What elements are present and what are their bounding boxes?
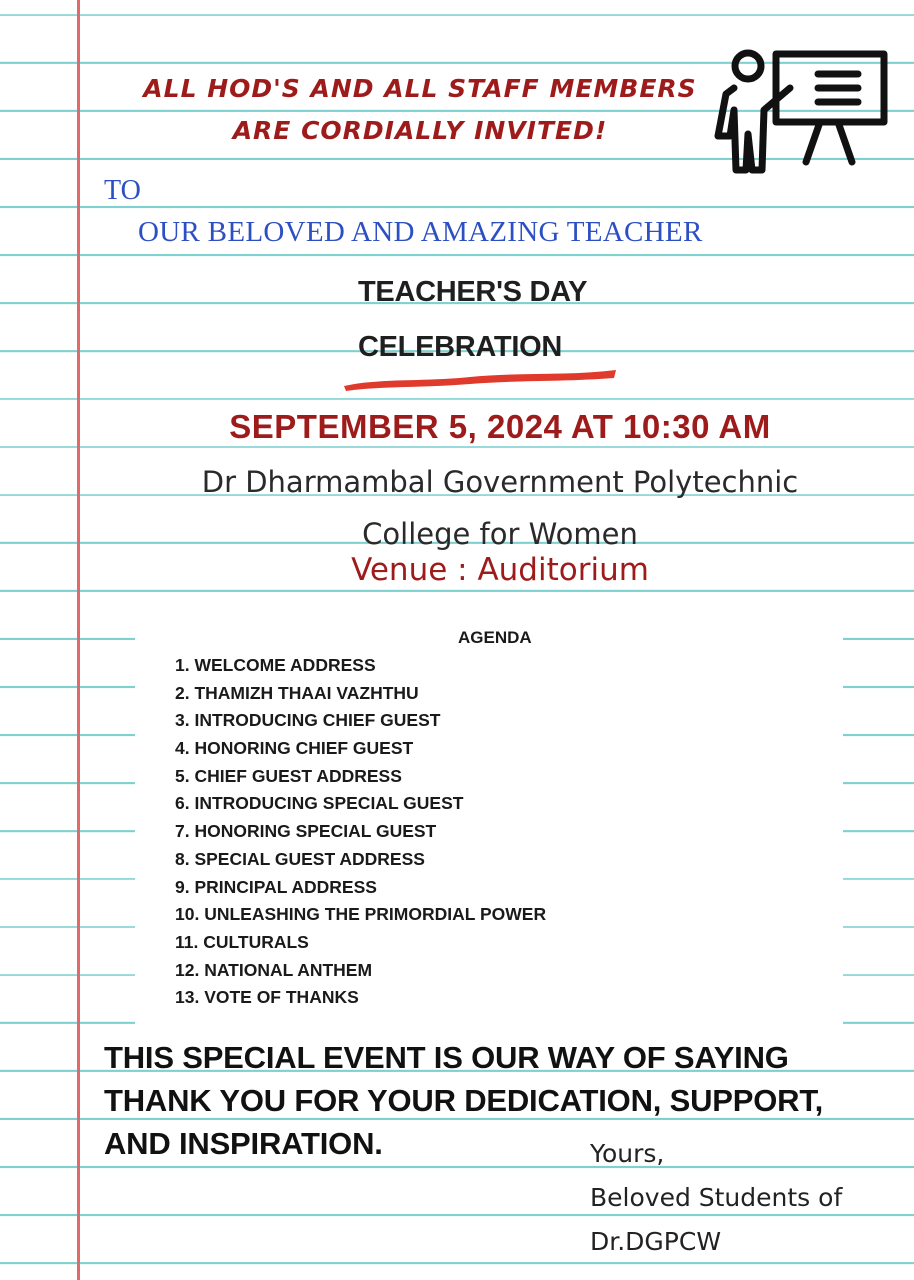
agenda-item: 9. PRINCIPAL ADDRESS <box>175 876 377 897</box>
agenda-item: 1. WELCOME ADDRESS <box>175 655 376 675</box>
agenda-list <box>175 652 546 1012</box>
college-line-1: Dr Dharmambal Government Polytechnic <box>201 465 799 499</box>
college-name <box>0 456 914 560</box>
to-label: TO <box>104 175 141 206</box>
agenda-item: 4. HONORING CHIEF GUEST <box>175 738 414 759</box>
agenda-item: 5. CHIEF GUEST ADDRESS <box>175 765 402 786</box>
thanks-line-2: THANK YOU FOR YOUR DEDICATION, SUPPORT, <box>104 1083 824 1118</box>
college-line-2: College for Women <box>362 517 638 551</box>
event-title-line-1: TEACHER'S DAY <box>358 276 588 308</box>
invitation-line-2: ARE CORDIALLY INVITED! <box>232 116 608 145</box>
thanks-line-1: THIS SPECIAL EVENT IS OUR WAY OF SAYING <box>104 1040 789 1075</box>
thanks-line-3: AND INSPIRATION. <box>104 1126 383 1161</box>
signature-block <box>590 1132 842 1264</box>
brush-underline <box>340 364 620 394</box>
agenda-item: 3. INTRODUCING CHIEF GUEST <box>175 710 441 731</box>
signature-line-3: Dr.DGPCW <box>590 1227 722 1256</box>
event-title <box>358 265 587 375</box>
agenda-item: 11. CULTURALS <box>175 931 309 952</box>
event-datetime: SEPTEMBER 5, 2024 AT 10:30 AM <box>229 408 771 445</box>
event-title-line-2: CELEBRATION <box>358 331 562 363</box>
signature-line-1: Yours, <box>590 1139 665 1168</box>
page-margin-line <box>77 0 80 1280</box>
signature-line-2: Beloved Students of <box>590 1183 843 1212</box>
agenda-title: AGENDA <box>458 628 532 647</box>
invitation-heading <box>120 68 720 152</box>
agenda-item: 6. INTRODUCING SPECIAL GUEST <box>175 793 464 814</box>
agenda-item: 12. NATIONAL ANTHEM <box>175 959 373 980</box>
agenda-item: 7. HONORING SPECIAL GUEST <box>175 821 437 842</box>
agenda-item: 8. SPECIAL GUEST ADDRESS <box>175 848 425 869</box>
invitation-line-1: ALL HOD'S AND ALL STAFF MEMBERS <box>143 74 697 103</box>
agenda-item: 10. UNLEASHING THE PRIMORDIAL POWER <box>175 904 547 925</box>
agenda-item: 2. THAMIZH THAAI VAZHTHU <box>175 682 419 703</box>
recipient-line: OUR BELOVED AND AMAZING TEACHER <box>138 216 703 248</box>
agenda-item: 13. VOTE OF THANKS <box>175 987 359 1008</box>
teacher-at-board-icon <box>708 44 893 176</box>
venue: Venue : Auditorium <box>351 552 649 588</box>
